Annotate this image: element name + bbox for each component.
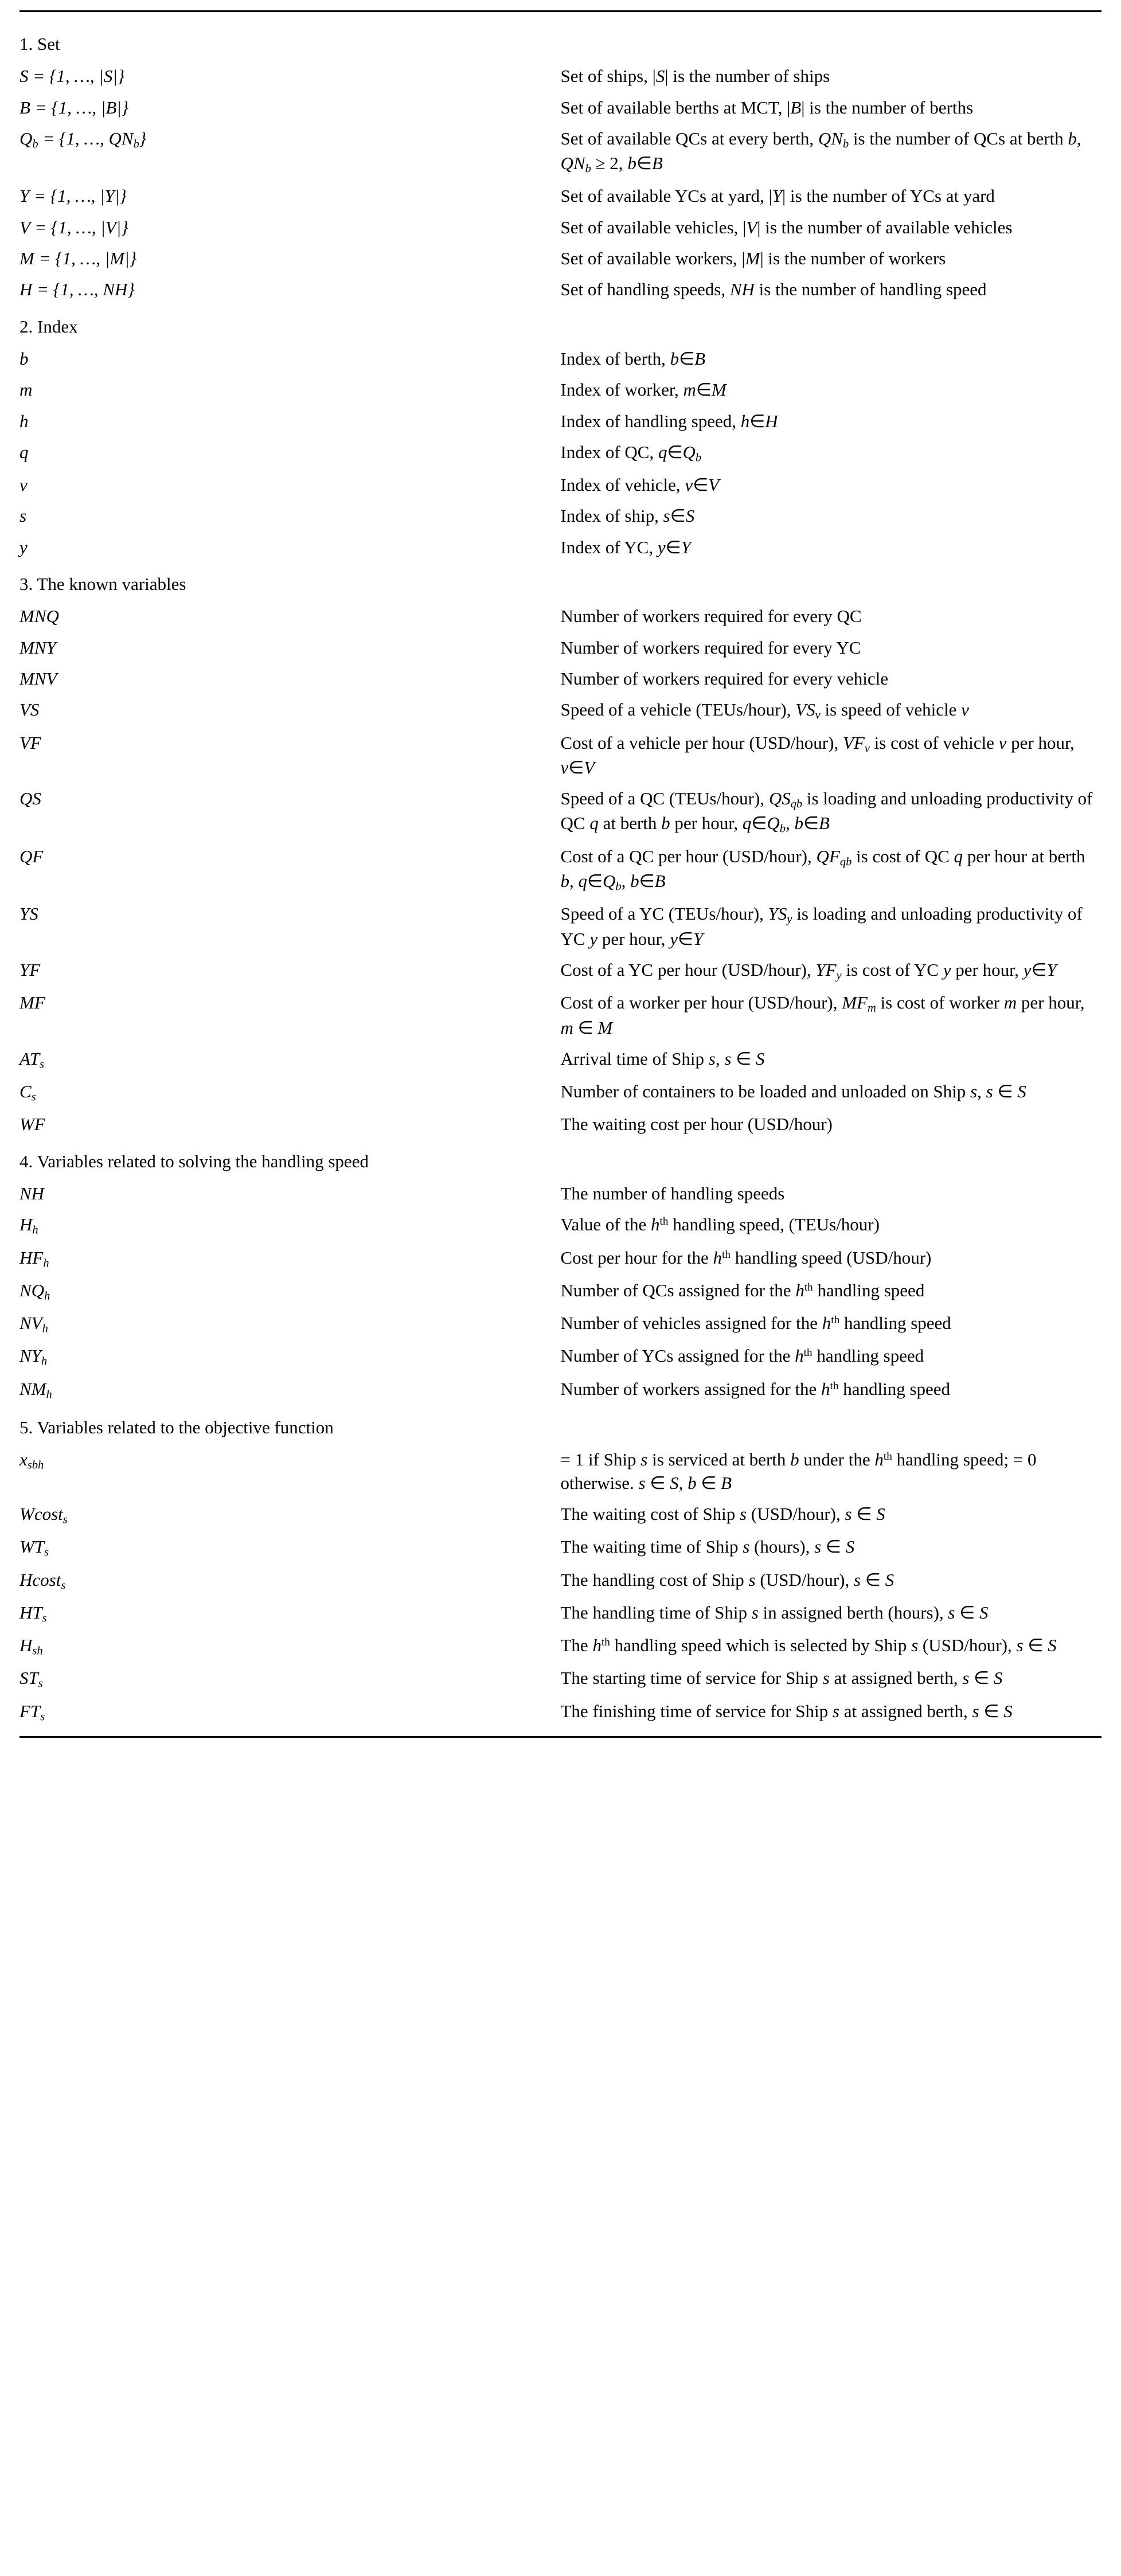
symbol-cell: Wcost$_s$ [19, 1503, 68, 1526]
section-header-row [19, 310, 1102, 347]
description-cell: Value of the $h^{th}$ handling speed, (TEUs/hour) [560, 1214, 880, 1235]
table-row [19, 1378, 1102, 1410]
table-row [19, 1448, 1102, 1503]
description-cell: The finishing time of service for Ship s at assigned berth, s ∈ S [560, 1701, 1013, 1721]
description-cell: Number of containers to be loaded and unloaded on Ship s, s ∈ S [560, 1081, 1026, 1102]
description-cell: The number of handling speeds [560, 1183, 785, 1203]
description-cell: Set of available QCs at every berth, $QN_b$ is the number of QCs at berth b, $QN_b \ge 2$, b∈B [560, 128, 1081, 175]
table-row [19, 410, 1102, 441]
description-cell: Number of workers required for every YC [560, 637, 861, 658]
description-cell: Set of available vehicles, |V| is the number of available vehicles [560, 217, 1013, 237]
table-row [19, 845, 1102, 903]
section-header-row [19, 1410, 1102, 1448]
symbol-cell: $ST_s$ [19, 1668, 43, 1691]
symbol-cell: $x_{sbh}$ [19, 1449, 44, 1472]
section-header-row [19, 567, 1102, 605]
table-row [19, 1634, 1102, 1667]
table-row [19, 378, 1102, 409]
description-cell: Set of available berths at MCT, |B| is the number of berths [560, 97, 974, 118]
symbol-cell: $NQ_h$ [19, 1280, 50, 1303]
description-cell: Number of QCs assigned for the $h^{th}$ handling speed [560, 1280, 925, 1300]
symbol-cell: MNY [19, 637, 56, 658]
table-row [19, 1113, 1102, 1144]
table-row [19, 1213, 1102, 1246]
table-row [19, 347, 1102, 378]
description-cell: Index of vehicle, v∈V [560, 475, 720, 495]
symbol-cell: $H_{sh}$ [19, 1635, 43, 1658]
table-row [19, 65, 1102, 96]
description-cell: Cost of a vehicle per hour (USD/hour), $VF_v$ is cost of vehicle v per hour, v∈V [560, 732, 1075, 777]
symbol-cell: $NM_h$ [19, 1378, 52, 1401]
table-row [19, 278, 1102, 309]
symbol-cell: s [19, 506, 27, 526]
description-cell: Number of YCs assigned for the $h^{th}$ handling speed [560, 1346, 924, 1366]
section-title: 5. Variables related to the objective function [19, 1417, 334, 1438]
description-cell: The waiting cost per hour (USD/hour) [560, 1114, 833, 1135]
symbol-cell: q [19, 441, 29, 462]
symbol-cell: S = {1, …, |S|} [19, 66, 125, 87]
description-cell: The starting time of service for Ship s at assigned berth, s ∈ S [560, 1668, 1003, 1688]
symbol-cell: MNQ [19, 606, 59, 627]
description-cell: Speed of a YC (TEUs/hour), $YS_y$ is loading and unloading productivity of YC y per hour, y∈Y [560, 904, 1083, 949]
description-cell: Cost of a worker per hour (USD/hour), $MF_m$ is cost of worker m per hour, m ∈ M [560, 992, 1085, 1038]
symbol-cell: B = {1, …, |B|} [19, 97, 129, 118]
symbol-cell: MNV [19, 668, 57, 689]
symbol-cell: $C_s$ [19, 1081, 36, 1104]
symbol-cell: NH [19, 1183, 45, 1203]
symbol-cell: Hcost$_s$ [19, 1569, 66, 1592]
description-cell: Cost of a QC per hour (USD/hour), $QF_{qb}$ is cost of QC q per hour at berth b, $q\in Q_b$, b∈B [560, 846, 1085, 893]
table-row [19, 959, 1102, 991]
symbol-cell: V = {1, …, |V|} [19, 217, 128, 237]
table-row [19, 441, 1102, 474]
table-row [19, 1601, 1102, 1634]
description-cell: The $h^{th}$ handling speed which is selected by Ship s (USD/hour), s ∈ S [560, 1635, 1057, 1656]
description-cell: Number of workers assigned for the $h^{th}$ handling speed [560, 1378, 951, 1399]
symbol-cell: M = {1, …, |M|} [19, 248, 136, 269]
table-row [19, 1279, 1102, 1312]
description-cell: Number of vehicles assigned for the $h^{th}$ handling speed [560, 1313, 951, 1334]
description-cell: Index of berth, b∈B [560, 348, 706, 369]
description-cell: Set of available YCs at yard, |Y| is the number of YCs at yard [560, 186, 995, 206]
table-row [19, 127, 1102, 185]
top-rule [19, 10, 1102, 12]
symbol-cell: YS [19, 904, 38, 924]
description-cell: Number of workers required for every vehicle [560, 668, 889, 689]
symbol-cell: $WT_s$ [19, 1537, 49, 1559]
description-cell: Cost per hour for the $h^{th}$ handling speed (USD/hour) [560, 1247, 932, 1268]
table-row [19, 636, 1102, 667]
symbol-cell: $HF_h$ [19, 1247, 49, 1270]
table-row [19, 991, 1102, 1047]
description-cell: Index of YC, y∈Y [560, 537, 691, 557]
description-cell: Set of available workers, |M| is the number of workers [560, 248, 946, 269]
section-title: 4. Variables related to solving the handling speed [19, 1151, 369, 1171]
table-row [19, 96, 1102, 127]
table-row [19, 1535, 1102, 1568]
description-cell: Speed of a vehicle (TEUs/hour), $VS_v$ is speed of vehicle v [560, 699, 969, 722]
description-cell: Number of workers required for every QC [560, 606, 862, 627]
symbol-cell: $FT_s$ [19, 1701, 45, 1723]
table-row [19, 1246, 1102, 1279]
table-row [19, 1569, 1102, 1601]
symbol-cell: WF [19, 1114, 45, 1135]
symbol-cell: QF [19, 846, 44, 866]
table-row [19, 505, 1102, 535]
symbol-cell: m [19, 380, 33, 400]
symbol-cell: YF [19, 959, 41, 980]
table-row [19, 1667, 1102, 1699]
description-cell: Index of QC, $q\in Q_b$ [560, 441, 702, 464]
symbol-cell: $H_h$ [19, 1214, 38, 1237]
symbol-cell: $HT_s$ [19, 1602, 47, 1625]
table-row [19, 216, 1102, 247]
table-row [19, 902, 1102, 959]
table-row [19, 474, 1102, 505]
table-row [19, 1503, 1102, 1535]
description-cell: Arrival time of Ship s, s ∈ S [560, 1048, 765, 1069]
section-title: 3. The known variables [19, 574, 186, 595]
description-cell: The waiting cost of Ship s (USD/hour), s ∈ S [560, 1503, 885, 1524]
section-header-row [19, 1144, 1102, 1182]
symbol-cell: $Q_b = \{1$, …, $QN_b$} [19, 128, 147, 151]
description-cell: Speed of a QC (TEUs/hour), $QS_{qb}$ is loading and unloading productivity of QC q at berth b per hour, $q\in Q_b$, b∈B [560, 788, 1093, 836]
table-row [19, 1700, 1102, 1733]
symbol-cell: $AT_s$ [19, 1048, 44, 1071]
symbol-cell: VF [19, 732, 41, 753]
description-cell: The waiting time of Ship s (hours), s ∈ S [560, 1537, 855, 1557]
table-row [19, 1182, 1102, 1213]
bottom-rule [19, 1736, 1102, 1738]
table-row [19, 667, 1102, 698]
symbol-cell: b [19, 348, 29, 369]
table-row [19, 732, 1102, 788]
description-cell: The handling cost of Ship s (USD/hour), s ∈ S [560, 1569, 895, 1590]
table-row [19, 1080, 1102, 1113]
description-cell: Cost of a YC per hour (USD/hour), $YF_y$ is cost of YC y per hour, y∈Y [560, 959, 1057, 982]
table-row [19, 185, 1102, 216]
section-header-row [19, 27, 1102, 65]
nomenclature-table [19, 27, 1102, 1733]
symbol-cell: $NV_h$ [19, 1313, 48, 1335]
symbol-cell: h [19, 411, 29, 431]
symbol-cell: MF [19, 992, 45, 1013]
table-row [19, 536, 1102, 567]
table-row [19, 787, 1102, 845]
symbol-cell: v [19, 475, 28, 495]
table-row [19, 247, 1102, 278]
table-row [19, 605, 1102, 636]
table-row [19, 1312, 1102, 1344]
table-row [19, 1047, 1102, 1080]
symbol-cell: $NY_h$ [19, 1346, 48, 1369]
description-cell: Set of handling speeds, NH is the number of handling speed [560, 279, 987, 300]
description-cell: Set of ships, |S| is the number of ships [560, 66, 830, 87]
section-title: 1. Set [19, 34, 60, 54]
symbol-cell: QS [19, 788, 41, 809]
description-cell: Index of worker, m∈M [560, 380, 726, 400]
description-cell: Index of handling speed, h∈H [560, 411, 778, 431]
table-row [19, 698, 1102, 731]
symbol-cell: H = {1, …, NH} [19, 279, 135, 300]
description-cell: The handling time of Ship s in assigned berth (hours), s ∈ S [560, 1602, 989, 1623]
description-cell: = 1 if Ship s is serviced at berth b under the $h^{th}$ handling speed; = 0 otherwise. s ∈ S, b ∈ B [560, 1449, 1037, 1493]
description-cell: Index of ship, s∈S [560, 506, 695, 526]
symbol-cell: Y = {1, …, |Y|} [19, 186, 127, 206]
table-row [19, 1344, 1102, 1377]
symbol-cell: VS [19, 699, 40, 720]
section-title: 2. Index [19, 316, 78, 337]
symbol-cell: y [19, 537, 28, 557]
